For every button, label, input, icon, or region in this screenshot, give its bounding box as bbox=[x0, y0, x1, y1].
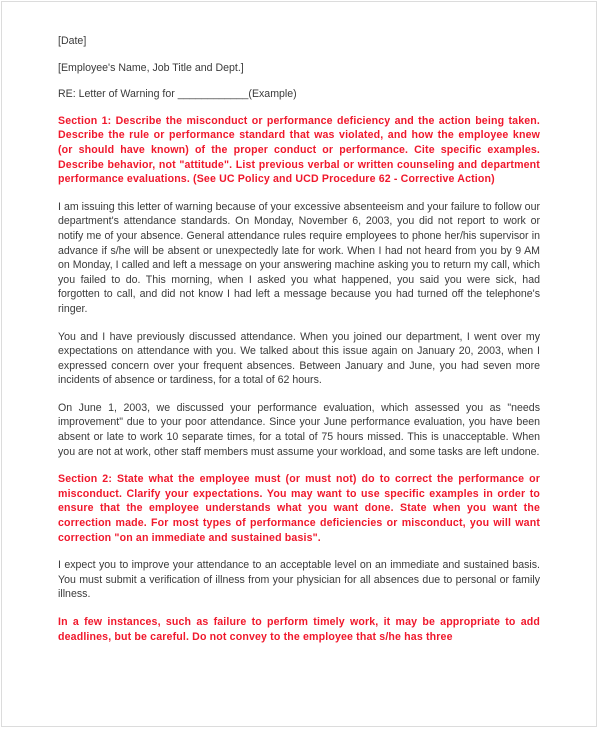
employee-placeholder: [Employee's Name, Job Title and Dept.] bbox=[58, 61, 244, 74]
paragraph-previous-discussion: You and I have previously discussed attendance. When you joined our department, I went over my expectations on attendance with you. We talked about this issue again on January 20, 2003, when I expressed concern over your frequent absences. Between January and June, you had seven more incidents of absence or tardiness, for a total of 62 hours. bbox=[58, 330, 540, 387]
document-page bbox=[1, 1, 597, 727]
paragraph-absence-incident: I am issuing this letter of warning because of your excessive absenteeism and your failure to follow our department's attendance standards. On Monday, November 6, 2003, you did not report to work or notify me of your absence. General attendance rules require employees to phone her/his supervisor in advance if s/he will be absent or unexpectedly late for work. When I had not heard from you by 9 AM on Monday, I called and left a message on your answering machine asking you to return my call, which you failed to do. This morning, when I asked you what happened, you said you were sick, had forgotten to call, and did not know I had left a message because you had turned off the telephone's ringer. bbox=[58, 200, 540, 315]
section-3-instructions: In a few instances, such as failure to perform timely work, it may be appropriate to add deadlines, but be careful. Do not convey to the employee that s/he has three bbox=[58, 616, 540, 643]
paragraph-expectations: I expect you to improve your attendance to an acceptable level on an immediate and sustained basis. You must submit a verification of illness from your physician for all absences due to personal or family illness. bbox=[58, 559, 540, 601]
re-line: RE: Letter of Warning for ____________(Example) bbox=[58, 88, 297, 101]
section-2-instructions: Section 2: State what the employee must (or must not) do to correct the performance or misconduct. Clarify your expectations. You may want to use specific examples in order to ensure that the employee understands what you want done. State when you want the correction made. For most types of performance deficiencies or misconduct, you will want correction "on an immediate and sustained basis". bbox=[58, 473, 540, 544]
date-placeholder: [Date] bbox=[58, 35, 87, 47]
section-1-instructions: Section 1: Describe the misconduct or performance deficiency and the action being taken. Describe the rule or performance standard that was violated, and how the employee knew (or should have known) of the proper conduct or performance. Cite specific examples. Describe behavior, not "attitude". List previous verbal or written counseling and department performance evaluations. (See UC Policy and UCD Procedure 62 - Corrective Action) bbox=[58, 114, 540, 186]
letter-body bbox=[58, 34, 540, 657]
paragraph-performance-evaluation: On June 1, 2003, we discussed your performance evaluation, which assessed you as "needs improvement" due to your poor attendance. Since your June performance evaluation, you have been absent or late to work 10 separate times, for a total of 75 hours missed. This is unacceptable. When you are not at work, other staff members must assume your workload, and some tasks are left undone. bbox=[58, 401, 540, 458]
